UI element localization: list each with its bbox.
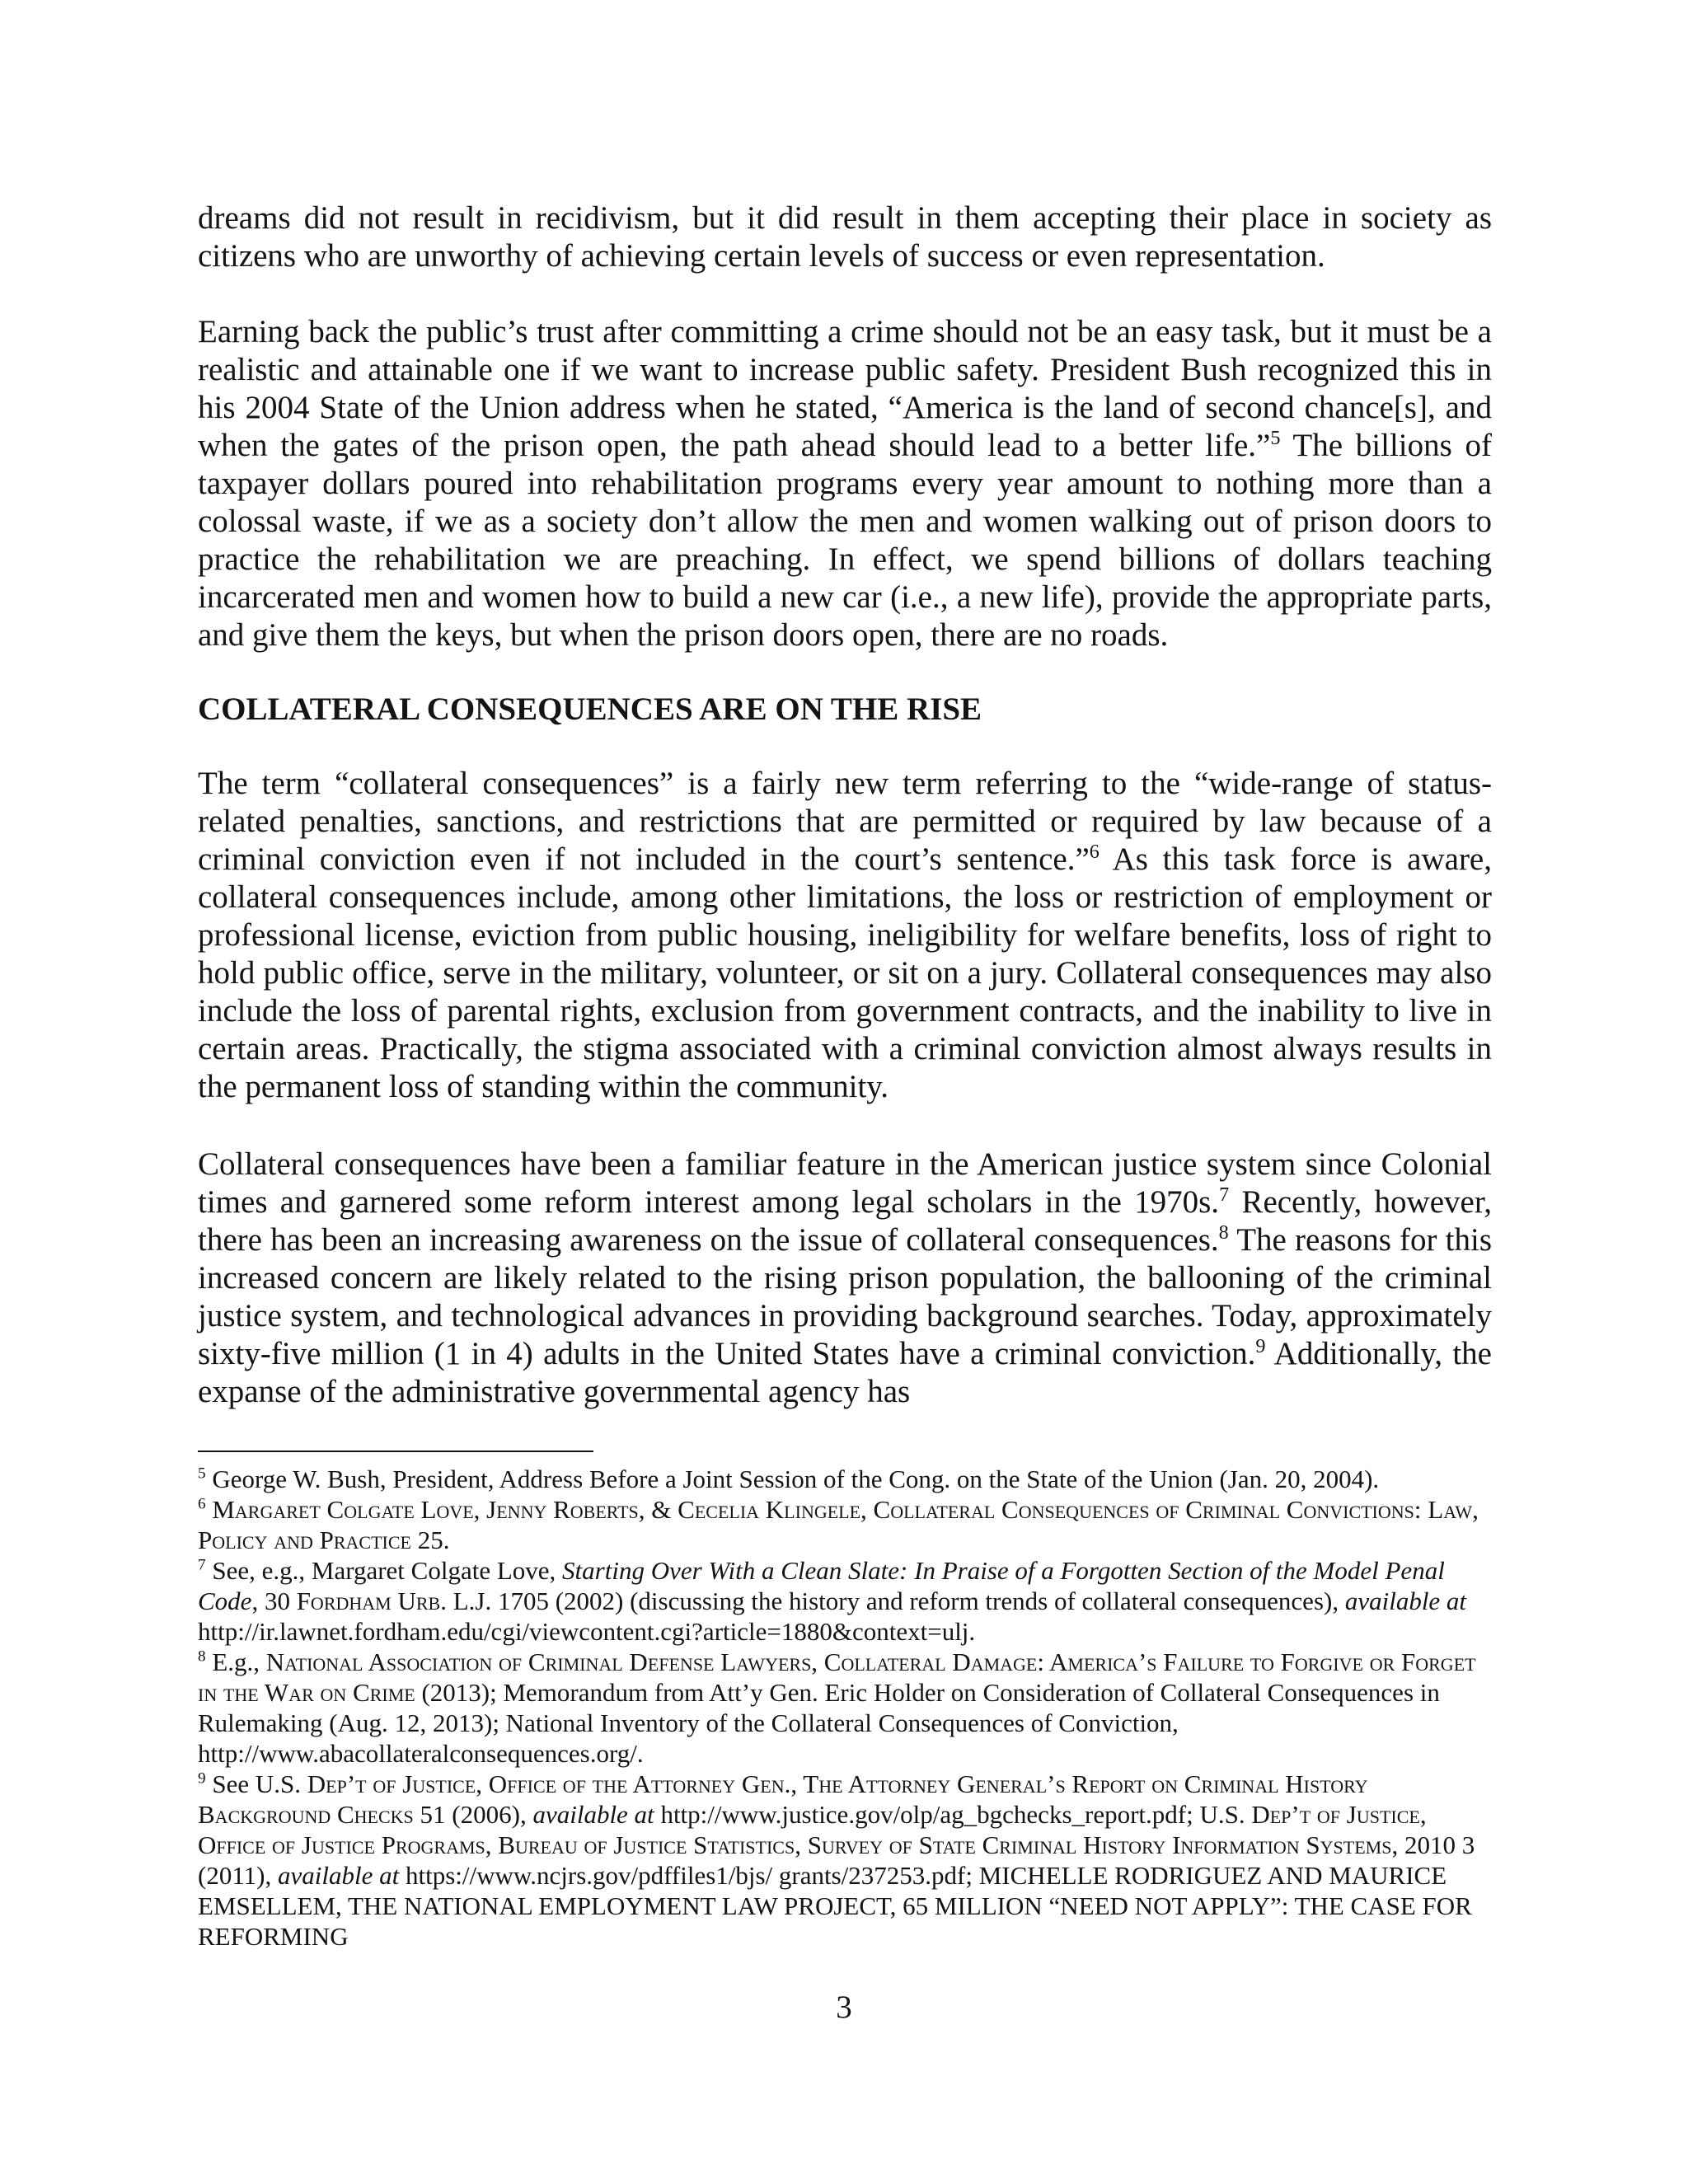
paragraph-text: Collateral consequences have been a familiar feature in the American justice system since Colonial times and garnered some reform interest among legal scholars in the 1970s.: [198, 1146, 1492, 1220]
footnote-text: 25.: [410, 1526, 450, 1554]
footnote-text: https://www.ncjrs.gov/pdffiles1/bjs/ grants/237253.pdf; MICHELLE RODRIGUEZ AND MAURICE EMSELLEM, THE NATIONAL EMPLOYMENT LAW PROJECT, 65 MILLION “NEED NOT APPLY”: THE CASE FOR REFORMING: [198, 1861, 1472, 1951]
footnote-number: 6: [198, 1495, 206, 1513]
paragraph-text: dreams did not result in recidivism, but it did result in them accepting their place in society as citizens who are unworthy of achieving certain levels of success or even representation.: [198, 200, 1492, 274]
footnote-signal: available at: [1344, 1586, 1467, 1615]
section-heading: COLLATERAL CONSEQUENCES ARE ON THE RISE: [198, 691, 982, 727]
footnote-number: 9: [198, 1769, 206, 1788]
paragraph-text: The reasons for this increased concern are likely related to the rising prison population, the ballooning of the criminal justice system, and technological advances in providing background searches. Today, approximately sixty-five million (1 in 4) adults in the United States have a criminal conviction.: [198, 1222, 1492, 1371]
footnote-9: [198, 1769, 1492, 1952]
footnote-text: 51 (2006),: [413, 1800, 533, 1829]
footnote-text: E.g.,: [205, 1647, 266, 1676]
footnote-signal: available at: [278, 1861, 400, 1890]
paragraph-collateral-definition: [198, 765, 1492, 1106]
footnote-separator: [198, 1451, 593, 1452]
paragraph-text: The term “collateral consequences” is a fairly new term referring to the “wide-range of status-related penalties, sanctions, and restrictions that are permitted or required by law because of a criminal conviction even if not included in the court’s sentence.”: [198, 766, 1492, 877]
footnote-ref-7[interactable]: 7: [1219, 1183, 1230, 1206]
footnote-number: 7: [198, 1556, 206, 1574]
footnote-url[interactable]: http://www.justice.gov/olp/ag_bgchecks_report.pdf;: [654, 1800, 1200, 1829]
footnote-ref-5[interactable]: 5: [1270, 427, 1281, 449]
footnote-citation: Margaret Colgate Love, Jenny Roberts, & Cecelia Klingele, Collateral Consequences of Criminal Convictions: Law, Policy and Practice: [198, 1495, 1479, 1554]
footnote-text: See, e.g., Margaret Colgate Love,: [205, 1556, 563, 1585]
footnote-ref-8[interactable]: 8: [1218, 1221, 1229, 1244]
footnote-text: , 2010 3 (2011),: [198, 1830, 1475, 1890]
footnotes: [198, 1464, 1492, 1952]
footnote-5: [198, 1464, 1492, 1494]
footnote-ref-9[interactable]: 9: [1255, 1335, 1266, 1357]
footnote-ref-6[interactable]: 6: [1089, 841, 1100, 863]
footnote-article-title: Starting Over With a Clean Slate: In Praise of a Forgotten Section of the Model Penal Code: [198, 1556, 1445, 1615]
footnote-journal: Fordham Urb.: [296, 1586, 447, 1615]
paragraph-text: The billions of taxpayer dollars poured into rehabilitation programs every year amount to nothing more than a colossal waste, if we as a society don’t allow the men and women walking out of prison doors to practice the rehabilitation we are preaching. In effect, we spend billions of dollars teaching incarcerated men and women how to build a new car (i.e., a new life), provide the appropriate parts, and give them the keys, but when the prison doors open, there are no roads.: [198, 428, 1493, 653]
footnote-text: George W. Bush, President, Address Before a Joint Session of the Cong. on the State of the Union (Jan. 20, 2004).: [205, 1465, 1380, 1493]
footnote-8: [198, 1647, 1492, 1769]
page-number: 3: [836, 1990, 852, 2025]
footnote-number: 5: [198, 1465, 206, 1483]
paragraph-continuation: [198, 199, 1492, 275]
paragraph-text: Recently, however, there has been an increasing awareness on the issue of collateral consequences.: [198, 1184, 1492, 1258]
paragraph-collateral-history: [198, 1146, 1492, 1411]
footnote-citation: National Association of Criminal Defense Lawyers, Collateral Damage: America’s Failure to Forgive or Forget in the War on Crime: [198, 1647, 1476, 1707]
footnote-url[interactable]: http://ir.lawnet.fordham.edu/cgi/viewcontent.cgi?article=1880&context=ulj.: [198, 1617, 976, 1646]
footnote-text: L.J. 1705 (2002) (discussing the history and reform trends of collateral consequences),: [446, 1586, 1345, 1615]
footnote-7: [198, 1555, 1492, 1647]
footnote-6: [198, 1494, 1492, 1555]
footnote-text: , 30: [251, 1586, 297, 1615]
footnote-text: (2013); Memorandum from Att’y Gen. Eric Holder on Consideration of Collateral Consequences in Rulemaking (Aug. 12, 2013); National Inventory of the Collateral Consequences of Conviction, http://www.abacollateralconsequences.org/.: [198, 1678, 1440, 1768]
paragraph-text: As this task force is aware, collateral consequences include, among other limitations, the loss or restriction of employment or professional license, eviction from public housing, ineligibility for welfare benefits, loss of right to hold public office, serve in the military, volunteer, or sit on a jury. Collateral consequences may also include the loss of parental rights, exclusion from government contracts, and the inability to live in certain areas. Practically, the stigma associated with a criminal conviction almost always results in the permanent loss of standing within the community.: [198, 841, 1492, 1104]
footnote-citation: U.S. Dep’t of Justice, Office of the Attorney Gen., The Attorney General’s Report on Criminal History Background Checks: [198, 1769, 1368, 1829]
footnote-text: See: [205, 1769, 256, 1798]
paragraph-text: Additionally, the expanse of the administrative governmental agency has: [198, 1336, 1492, 1409]
paragraph-text: Earning back the public’s trust after committing a crime should not be an easy task, but it must be a realistic and attainable one if we want to increase public safety. President Bush recognized this in his 2004 State of the Union address when he stated, “America is the land of second chance[s], and when the gates of the prison open, the path ahead should lead to a better life.”: [198, 314, 1492, 463]
footnote-citation: U.S. Dep’t of Justice, Office of Justice Programs, Bureau of Justice Statistics, Survey of State Criminal History Information Systems: [198, 1800, 1427, 1859]
paragraph-public-trust: [198, 313, 1492, 654]
footnote-signal: available at: [532, 1800, 654, 1829]
footnote-number: 8: [198, 1647, 206, 1666]
